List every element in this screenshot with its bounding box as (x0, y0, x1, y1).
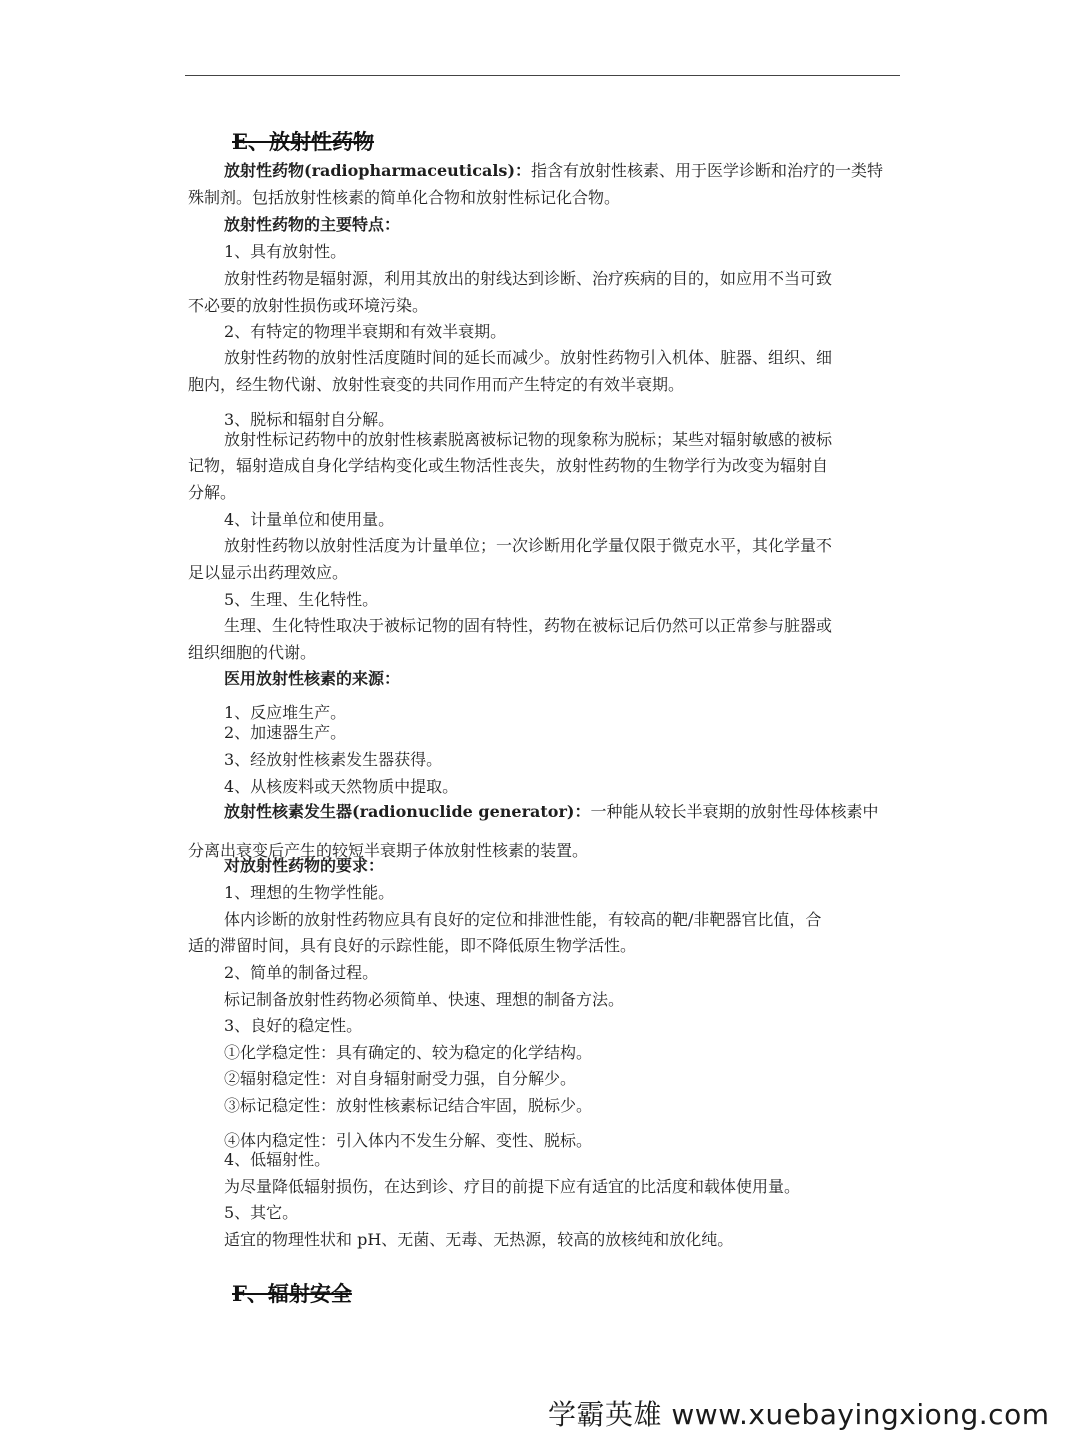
feature-2-line-2: 胞内，经生物代谢、放射性衰变的共同作用而产生特定的有效半衰期。 (188, 375, 685, 394)
generator-text-1: 一种能从较长半衰期的放射性母体核素中 (590, 802, 879, 821)
requirement-3-chemical: ①化学稳定性：具有确定的、较为稳定的化学结构。 (224, 1043, 593, 1062)
feature-2-title: 2、有特定的物理半衰期和有效半衰期。 (224, 322, 507, 341)
feature-3-title: 3、脱标和辐射自分解。 (224, 410, 395, 429)
requirements-title: 对放射性药物的要求： (224, 856, 385, 875)
generator-line-2: 分离出衰变后产生的较短半衰期子体放射性核素的装置。 (188, 841, 589, 860)
requirement-3-invivo: ④体内稳定性：引入体内不发生分解、变性、脱标。 (224, 1131, 593, 1150)
generator-line-1 (224, 802, 878, 822)
requirement-2-line-1: 标记制备放射性药物必须简单、快速、理想的制备方法。 (224, 990, 625, 1009)
feature-1-line-1: 放射性药物是辐射源，利用其放出的射线达到诊断、治疗疾病的目的，如应用不当可致 (224, 269, 833, 288)
generator-term: 放射性核素发生器(radionuclide generator)： (224, 802, 591, 821)
top-rule (185, 75, 900, 76)
feature-2-line-1: 放射性药物的放射性活度随时间的延长而减少。放射性药物引入机体、脏器、组织、细 (224, 348, 833, 367)
features-title: 放射性药物的主要特点： (224, 215, 401, 234)
requirement-1-line-2: 适的滞留时间，具有良好的示踪性能，即不降低原生物学活性。 (188, 936, 637, 955)
feature-4-title: 4、计量单位和使用量。 (224, 510, 395, 529)
requirement-3-title: 3、良好的稳定性。 (224, 1016, 363, 1035)
feature-4-line-2: 足以显示出药理效应。 (188, 563, 349, 582)
source-item-4: 4、从核废料或天然物质中提取。 (224, 777, 459, 796)
source-item-2: 2、加速器生产。 (224, 723, 347, 742)
sources-title: 医用放射性核素的来源： (224, 669, 401, 688)
requirement-3-radiation: ②辐射稳定性：对自身辐射耐受力强，自分解少。 (224, 1069, 577, 1088)
requirement-1-line-1: 体内诊断的放射性药物应具有良好的定位和排泄性能，有较高的靶/非靶器官比值，合 (224, 910, 822, 929)
definition-text-1: 指含有放射性核素、用于医学诊断和治疗的一类特 (531, 161, 884, 180)
definition-line-2: 殊制剂。包括放射性核素的简单化合物和放射性标记化合物。 (188, 188, 621, 207)
source-item-1: 1、反应堆生产。 (224, 703, 347, 722)
feature-5-line-1: 生理、生化特性取决于被标记物的固有特性，药物在被标记后仍然可以正常参与脏器或 (224, 616, 833, 635)
requirement-4-title: 4、低辐射性。 (224, 1150, 331, 1169)
feature-4-line-1: 放射性药物以放射性活度为计量单位；一次诊断用化学量仅限于微克水平，其化学量不 (224, 536, 833, 555)
requirement-5-title: 5、其它。 (224, 1203, 299, 1222)
feature-3-line-3: 分解。 (188, 483, 237, 502)
feature-1-title: 1、具有放射性。 (224, 242, 347, 261)
definition-term: 放射性药物(radiopharmaceuticals)： (224, 161, 532, 180)
definition-line-1 (224, 161, 883, 181)
section-heading-f: F、辐射安全 (232, 1281, 352, 1306)
feature-3-line-2: 记物，辐射造成自身化学结构变化或生物活性丧失，放射性药物的生物学行为改变为辐射自 (188, 456, 829, 475)
section-heading-e: E、放射性药物 (232, 129, 375, 154)
requirement-3-labeling: ③标记稳定性：放射性核素标记结合牢固，脱标少。 (224, 1096, 593, 1115)
feature-3-line-1: 放射性标记药物中的放射性核素脱离被标记物的现象称为脱标；某些对辐射敏感的被标 (224, 430, 833, 449)
requirement-2-title: 2、简单的制备过程。 (224, 963, 379, 982)
footer-watermark: 学霸英雄 www.xuebayingxiong.com (548, 1398, 1050, 1431)
requirement-1-title: 1、理想的生物学性能。 (224, 883, 395, 902)
source-item-3: 3、经放射性核素发生器获得。 (224, 750, 443, 769)
requirement-4-line-1: 为尽量降低辐射损伤，在达到诊、疗目的前提下应有适宜的比活度和载体使用量。 (224, 1177, 801, 1196)
feature-5-line-2: 组织细胞的代谢。 (188, 643, 317, 662)
feature-5-title: 5、生理、生化特性。 (224, 590, 379, 609)
feature-1-line-2: 不必要的放射性损伤或环境污染。 (188, 296, 429, 315)
requirement-5-line-1: 适宜的物理性状和 pH、无菌、无毒、无热源，较高的放核纯和放化纯。 (224, 1230, 734, 1249)
